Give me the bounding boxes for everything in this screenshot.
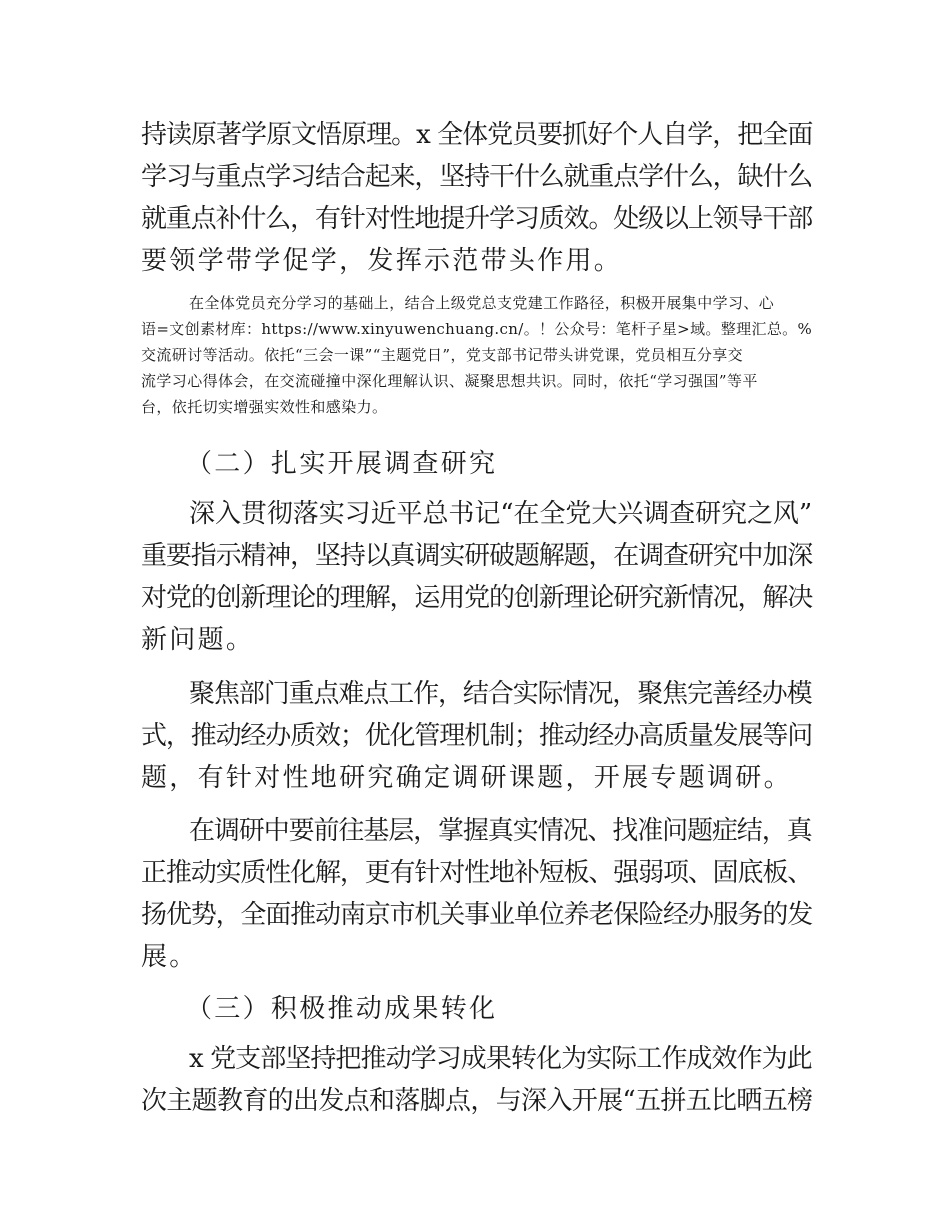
paragraph-5-line: 扬优势，全面推动南京市机关事业单位养老保险经办服务的发 (141, 900, 813, 930)
paragraph-2-line: 流学习心得体会，在交流碰撞中深化理解认识、凝聚思想共识。同时，依托“学习强国”等平 (141, 372, 758, 390)
paragraph-6-line: x 党支部坚持把推动学习成果转化为实际工作成效作为此 (189, 1044, 812, 1074)
paragraph-2-line: 台，依托切实增强实效性和感染力。 (141, 398, 388, 416)
paragraph-5-line: 在调研中要前往基层，掌握真实情况、找准问题症结，真 (189, 816, 812, 846)
paragraph-3-line: 重要指示精神，坚持以真调实研破题解题，在调查研究中加深 (141, 541, 813, 571)
paragraph-1-line: 持读原著学原文悟原理。x 全体党员要抓好个人自学，把全面 (141, 120, 813, 150)
paragraph-2-line: 在全体党员充分学习的基础上，结合上级党总支党建工作路径，积极开展集中学习、心 (189, 294, 775, 312)
paragraph-4-line: 聚焦部门重点难点工作，结合实际情况，聚焦完善经办模 (189, 679, 812, 709)
section-heading-3: （三）积极推动成果转化 (186, 994, 498, 1024)
paragraph-2-line: 交流研讨等活动。依托“三会一课”“主题党日”，党支部书记带头讲党课，党员相互分享交 (141, 346, 744, 364)
paragraph-1-line: 要领学带学促学，发挥示范带头作用。 (141, 246, 623, 276)
paragraph-2-line: 语=文创素材库：https://www.xinyuwenchuang.cn/。！公众号：笔杆子星>域。整理汇总。% (141, 320, 813, 338)
paragraph-3-line: 深入贯彻落实习近平总书记“在全党大兴调查研究之风” (189, 499, 813, 529)
paragraph-1-line: 就重点补什么，有针对性地提升学习质效。处级以上领导干部 (141, 204, 813, 234)
paragraph-5-line: 展。 (141, 942, 198, 972)
section-heading-2: （二）扎实开展调查研究 (186, 449, 498, 479)
paragraph-5-line: 正推动实质性化解，更有针对性地补短板、强弱项、固底板、 (141, 858, 813, 888)
paragraph-4-line: 式，推动经办质效；优化管理机制；推动经办高质量发展等问 (141, 721, 813, 751)
paragraph-3-line: 对党的创新理论的理解，运用党的创新理论研究新情况，解决 (141, 583, 813, 613)
paragraph-1-line: 学习与重点学习结合起来，坚持干什么就重点学什么，缺什么 (141, 162, 813, 192)
paragraph-6-line: 次主题教育的出发点和落脚点，与深入开展“五拼五比晒五榜 (141, 1086, 813, 1116)
paragraph-4-line: 题，有针对性地研究确定调研课题，开展专题调研。 (141, 763, 792, 793)
paragraph-3-line: 新问题。 (141, 625, 255, 655)
